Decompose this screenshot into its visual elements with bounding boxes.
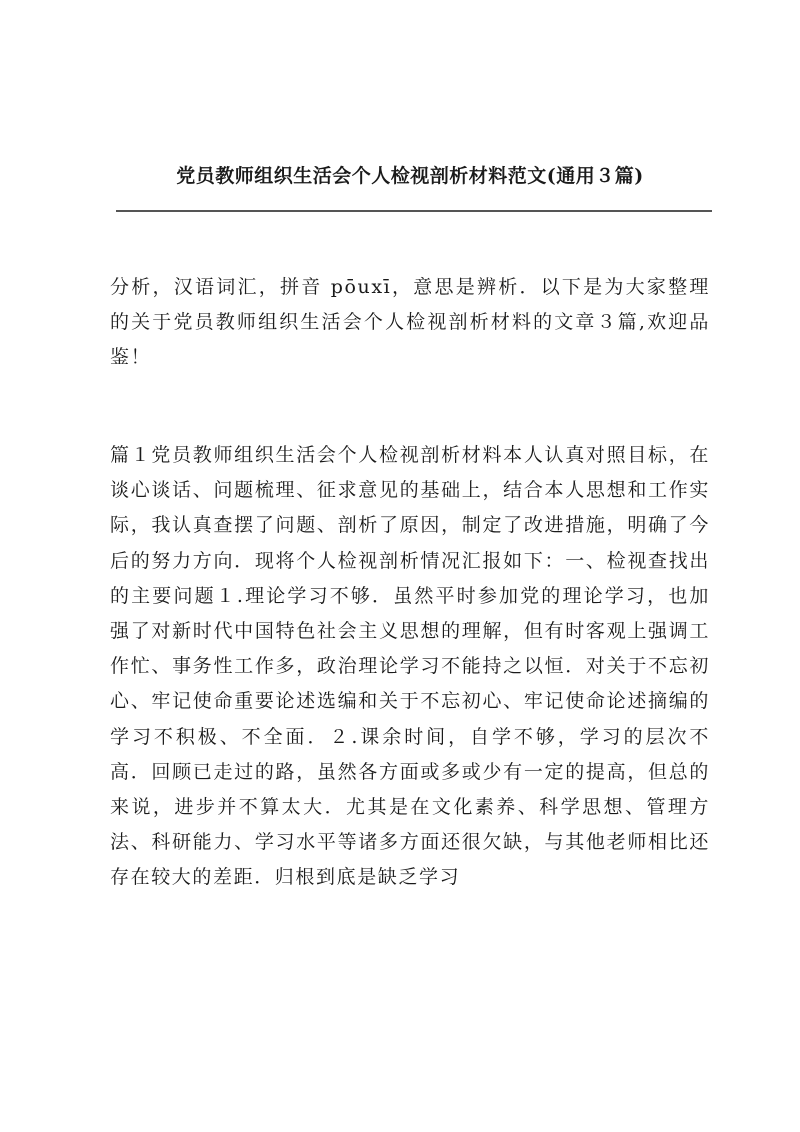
document-title: 党员教师组织生活会个人检视剖析材料范文(通用３篇) bbox=[176, 165, 644, 187]
title-divider bbox=[116, 210, 712, 212]
article-1-paragraph: 篇１党员教师组织生活会个人检视剖析材料本人认真对照目标，在谈心谈话、问题梳理、征求意见的基础上，结合本人思想和工作实际，我认真查摆了问题、剖析了原因，制定了改进措施，明确了今后的努力方向．现将个人检视剖析情况汇报如下：一、检视查找出的主要问题１.理论学习不够．虽然平时参加党的理论学习，也加强了对新时代中国特色社会主义思想的理解，但有时客观上强调工作忙、事务性工作多，政治理论学习不能持之以恒．对关于不忘初心、牢记使命重要论述选编和关于不忘初心、牢记使命论述摘编的学习不积极、不全面．２.课余时间，自学不够，学习的层次不高．回顾已走过的路，虽然各方面或多或少有一定的提高，但总的来说，进步并不算太大．尤其是在文化素养、科学思想、管理方法、科研能力、学习水平等诸多方面还很欠缺，与其他老师相比还存在较大的差距．归根到底是缺乏学习 bbox=[110, 444, 710, 889]
intro-paragraph: 分析，汉语词汇，拼音 pōuxī，意思是辨析．以下是为大家整理的关于党员教师组织生活会个人检视剖析材料的文章３篇,欢迎品鉴！ bbox=[110, 276, 710, 369]
